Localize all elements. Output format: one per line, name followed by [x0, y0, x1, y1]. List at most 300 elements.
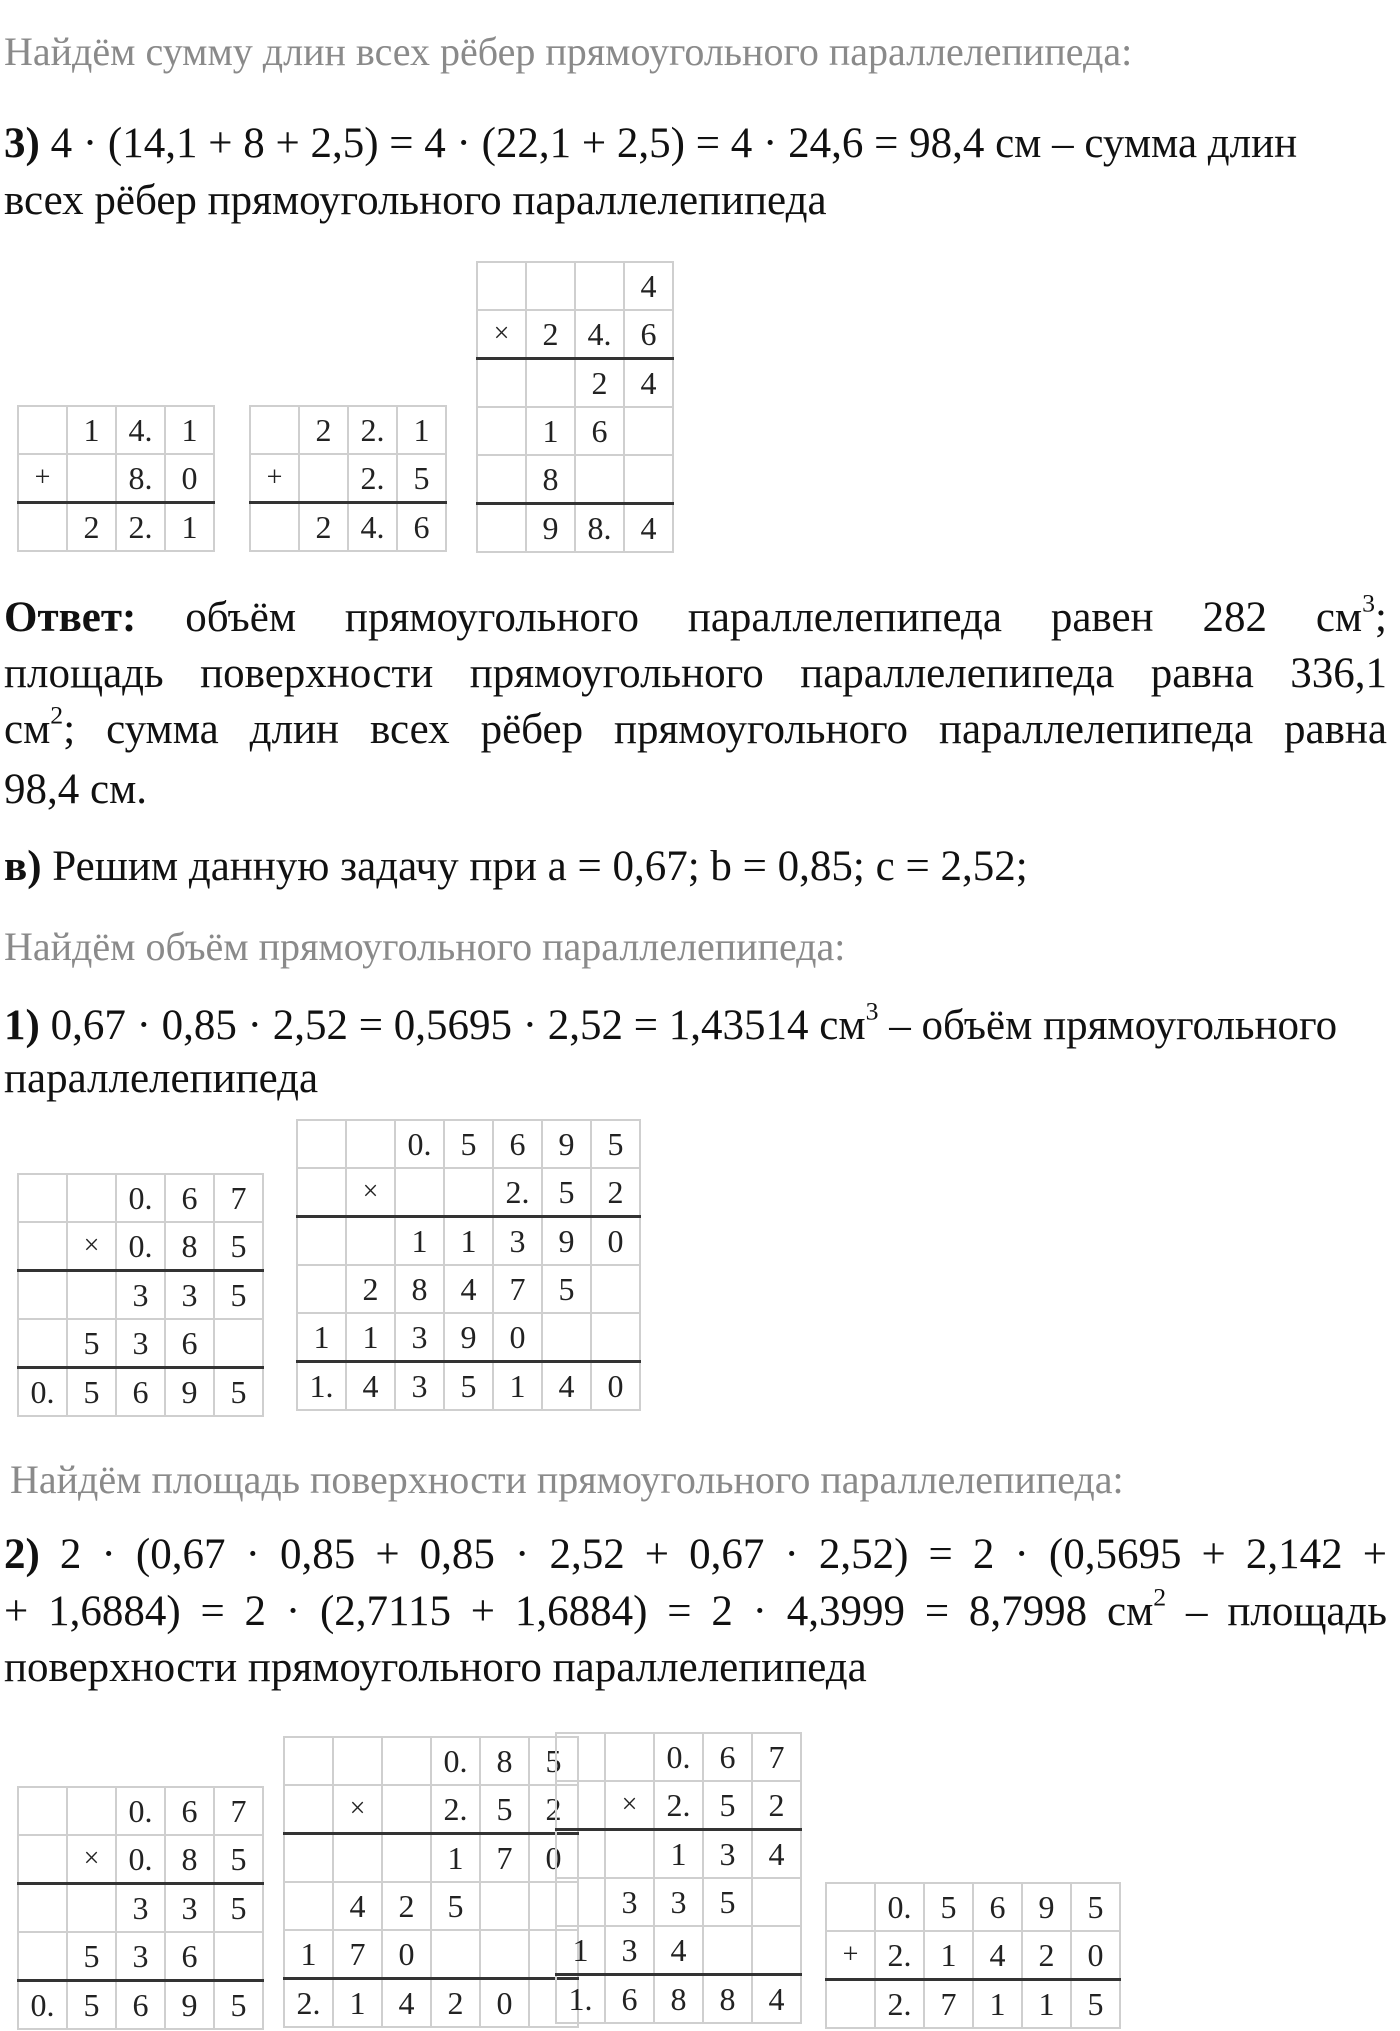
calc-grid-cell: [18, 1319, 67, 1368]
calc-grid-row: [284, 1930, 578, 1979]
calc-grid-row: [18, 1884, 263, 1933]
calc-grid-cell: 1: [526, 407, 575, 455]
calc-grid-cell: 1: [346, 1313, 395, 1362]
calc-grid-cell: 8: [526, 455, 575, 504]
calc-grid-cell: 8: [165, 1835, 214, 1884]
calc-grid-cell: 2.: [116, 503, 165, 552]
calc-grid-cell: 5: [1071, 1883, 1120, 1931]
grid-mult-0-5695-by-2-52: [296, 1119, 641, 1411]
calc-grid-cell: [477, 407, 526, 455]
calc-grid-cell: 0: [1071, 1931, 1120, 1980]
calc-grid-cell: [297, 1265, 346, 1313]
calc-grid-cell: 6: [397, 503, 446, 552]
calc-grid-row: [18, 1222, 263, 1271]
calc-grid-table: [296, 1119, 641, 1411]
calc-grid-cell: [624, 455, 673, 504]
area-step-text: 2 · (0,67 · 0,85 + 0,85 · 2,52 + 0,67 · 2,52) = 2 · (0,5695 + 2,142 +: [39, 1531, 1387, 1578]
calc-grid-cell: 1: [493, 1362, 542, 1411]
calc-grid-cell: [18, 1884, 67, 1933]
calc-grid-cell: 5: [703, 1878, 752, 1926]
calc-grid-cell: 1: [556, 1926, 605, 1975]
calc-grid-row: [18, 1368, 263, 1417]
calc-grid-row: [284, 1882, 578, 1930]
calc-grid-cell: 3: [605, 1878, 654, 1926]
calc-grid-cell: 8: [165, 1222, 214, 1271]
calc-grid-cell: 4: [444, 1265, 493, 1313]
calc-grid-table: [476, 261, 674, 553]
volume-step-end: – объём прямоугольного: [878, 1002, 1338, 1049]
calc-grid-cell: 3: [116, 1932, 165, 1981]
calc-grid-cell: 5: [397, 454, 446, 503]
calc-grid-cell: 6: [624, 310, 673, 359]
calc-grid-row: [18, 1174, 263, 1222]
step-number: 1): [4, 1002, 40, 1049]
answer-line2: площадь поверхности прямоугольного параллелепипеда равна 336,1: [4, 650, 1387, 697]
edges-heading: Найдём сумму длин всех рёбер прямоугольного параллелепипеда:: [4, 29, 1133, 74]
calc-grid-cell: 6: [165, 1932, 214, 1981]
calc-grid-cell: ×: [605, 1781, 654, 1830]
calc-grid-cell: [703, 1926, 752, 1975]
unit-superscript: 2: [50, 700, 64, 730]
calc-grid-cell: 5: [924, 1883, 973, 1931]
calc-grid-cell: 0: [480, 1979, 529, 2028]
calc-grid-cell: 0: [591, 1217, 640, 1266]
calc-grid-cell: 8: [703, 1975, 752, 2024]
calc-grid-cell: 5: [67, 1932, 116, 1981]
calc-grid-row: [556, 1926, 801, 1975]
calc-grid-cell: 5: [214, 1368, 263, 1417]
calc-grid-cell: 2: [575, 359, 624, 408]
calc-grid-cell: 7: [214, 1787, 263, 1835]
calc-grid-cell: 2: [382, 1882, 431, 1930]
calc-grid-cell: 9: [542, 1217, 591, 1266]
calc-grid-cell: 5: [591, 1120, 640, 1168]
calc-grid-cell: 9: [1022, 1883, 1071, 1931]
calc-grid-cell: [605, 1733, 654, 1781]
calc-grid-cell: [526, 262, 575, 310]
calc-grid-cell: ×: [346, 1168, 395, 1217]
calc-grid-cell: 7: [752, 1733, 801, 1781]
calc-grid-cell: 2: [431, 1979, 480, 2028]
calc-grid-cell: 1.: [297, 1362, 346, 1411]
calc-grid-cell: [18, 503, 67, 552]
area-step-end: – площадь: [1166, 1588, 1387, 1635]
calc-grid-row: [297, 1217, 640, 1266]
calc-grid-cell: [333, 1737, 382, 1785]
calc-grid-cell: 3: [116, 1884, 165, 1933]
calc-grid-cell: [18, 1932, 67, 1981]
calc-grid-cell: 5: [214, 1835, 263, 1884]
calc-grid-cell: 6: [116, 1368, 165, 1417]
calc-grid-cell: [591, 1313, 640, 1362]
calc-grid-cell: 1: [924, 1931, 973, 1980]
calc-grid-row: [18, 503, 214, 552]
calc-grid-cell: 3: [703, 1830, 752, 1879]
calc-grid-cell: [542, 1313, 591, 1362]
calc-grid-cell: [18, 1787, 67, 1835]
calc-grid-cell: 8: [395, 1265, 444, 1313]
part-v-intro: [4, 845, 1028, 888]
calc-grid-cell: [297, 1120, 346, 1168]
calc-grid-cell: [67, 1174, 116, 1222]
volume-step: [4, 996, 1338, 1049]
calc-grid-cell: 0.: [875, 1883, 924, 1931]
calc-grid-cell: 4.: [575, 310, 624, 359]
calc-grid-cell: +: [826, 1931, 875, 1980]
calc-grid-cell: 0.: [116, 1174, 165, 1222]
calc-grid-cell: 1: [395, 1217, 444, 1266]
calc-grid-cell: [556, 1830, 605, 1879]
calc-grid-cell: [214, 1932, 263, 1981]
calc-grid-row: [556, 1878, 801, 1926]
calc-grid-cell: 1: [165, 503, 214, 552]
calc-grid-cell: [477, 504, 526, 553]
calc-grid-cell: [18, 1174, 67, 1222]
calc-grid-cell: 4: [346, 1362, 395, 1411]
calc-grid-cell: 8: [480, 1737, 529, 1785]
calc-grid-cell: [826, 1883, 875, 1931]
calc-grid-table: [555, 1732, 802, 2024]
calc-grid-cell: 5: [529, 1737, 578, 1785]
calc-grid-cell: 4: [654, 1926, 703, 1975]
calc-grid-cell: 2: [591, 1168, 640, 1217]
calc-grid-cell: 1: [654, 1830, 703, 1879]
calc-grid-cell: 0.: [431, 1737, 480, 1785]
calc-grid-cell: [299, 454, 348, 503]
calc-grid-cell: [250, 503, 299, 552]
calc-grid-cell: 6: [605, 1975, 654, 2024]
calc-grid-cell: 4: [752, 1975, 801, 2024]
grid-sum-14-1-8: [17, 405, 215, 552]
calc-grid-cell: 5: [431, 1882, 480, 1930]
calc-grid-cell: 1: [1022, 1980, 1071, 2029]
calc-grid-cell: 0: [165, 454, 214, 503]
calc-grid-row: [556, 1830, 801, 1879]
calc-grid-cell: 1: [165, 406, 214, 454]
calc-grid-cell: [477, 359, 526, 408]
calc-grid-cell: 2.: [431, 1785, 480, 1834]
calc-grid-cell: ×: [67, 1222, 116, 1271]
calc-grid-cell: 8.: [116, 454, 165, 503]
answer-line1: [4, 590, 1387, 646]
calc-grid-cell: 5: [480, 1785, 529, 1834]
calc-grid-row: [18, 1787, 263, 1835]
calc-grid-cell: 3: [165, 1884, 214, 1933]
calc-grid-cell: 9: [542, 1120, 591, 1168]
calc-grid-cell: 2.: [875, 1980, 924, 2029]
calc-grid-row: [556, 1975, 801, 2024]
calc-grid-cell: 5: [703, 1781, 752, 1830]
calc-grid-cell: [431, 1930, 480, 1979]
calc-grid-cell: 3: [116, 1319, 165, 1368]
calc-grid-cell: 6: [165, 1174, 214, 1222]
calc-grid-cell: [526, 359, 575, 408]
calc-grid-cell: 6: [165, 1787, 214, 1835]
grid-mult-24-6-by-4: [476, 261, 674, 553]
calc-grid-cell: 4: [973, 1931, 1022, 1980]
step-number: 2): [4, 1531, 40, 1578]
calc-grid-row: [18, 1835, 263, 1884]
calc-grid-row: [826, 1931, 1120, 1980]
calc-grid-cell: [477, 262, 526, 310]
area-step-text2: + 1,6884) = 2 · (2,7115 + 1,6884) = 2 · 4,3999 = 8,7998 см: [4, 1588, 1154, 1635]
calc-grid-cell: 6: [165, 1319, 214, 1368]
calc-grid-row: [477, 455, 673, 504]
calc-grid-cell: ×: [477, 310, 526, 359]
calc-grid-row: [284, 1979, 578, 2028]
area-heading: Найдём площадь поверхности прямоугольного параллелепипеда:: [10, 1457, 1124, 1502]
calc-grid-cell: [297, 1168, 346, 1217]
calc-grid-cell: 4: [333, 1882, 382, 1930]
calc-grid-cell: 0.: [654, 1733, 703, 1781]
calc-grid-cell: 1: [297, 1313, 346, 1362]
calc-grid-cell: [18, 1222, 67, 1271]
step-number: 3): [4, 120, 40, 167]
calc-grid-cell: [18, 406, 67, 454]
calc-grid-cell: [591, 1265, 640, 1313]
area-step-line1: [4, 1527, 1387, 1583]
calc-grid-cell: [480, 1930, 529, 1979]
calc-grid-cell: 4: [542, 1362, 591, 1411]
calc-grid-cell: 5: [214, 1884, 263, 1933]
calc-grid-row: [18, 1932, 263, 1981]
grid-sum-22-1-2-5: [249, 405, 447, 552]
calc-grid-cell: [382, 1737, 431, 1785]
calc-grid-row: [477, 407, 673, 455]
calc-grid-cell: [284, 1737, 333, 1785]
volume-step-line2: параллелепипеда: [4, 1055, 319, 1102]
grid-mult-0-85-by-2-52: [283, 1736, 579, 2028]
calc-grid-cell: 4: [624, 262, 673, 310]
calc-grid-cell: 2: [1022, 1931, 1071, 1980]
calc-grid-cell: 0.: [395, 1120, 444, 1168]
calc-grid-cell: 0.: [116, 1835, 165, 1884]
calc-grid-cell: [826, 1980, 875, 2029]
calc-grid-cell: 2.: [284, 1979, 333, 2028]
calc-grid-cell: 7: [214, 1174, 263, 1222]
calc-grid-cell: 4.: [348, 503, 397, 552]
calc-grid-cell: 5: [542, 1168, 591, 1217]
calc-grid-cell: [284, 1882, 333, 1930]
calc-grid-cell: 1: [397, 406, 446, 454]
calc-grid-cell: [382, 1785, 431, 1834]
calc-grid-cell: 8: [654, 1975, 703, 2024]
answer-unit: см: [4, 706, 51, 753]
calc-grid-cell: 5: [67, 1319, 116, 1368]
calc-grid-cell: [67, 454, 116, 503]
calc-grid-cell: 5: [444, 1120, 493, 1168]
calc-grid-cell: ×: [67, 1835, 116, 1884]
calc-grid-row: [250, 454, 446, 503]
calc-grid-cell: [297, 1217, 346, 1266]
answer-line1-end: ;: [1375, 594, 1387, 641]
calc-grid-row: [284, 1785, 578, 1834]
calc-grid-row: [477, 359, 673, 408]
answer-edges-text: ; сумма длин всех рёбер прямоугольного параллелепипеда равна: [63, 706, 1387, 753]
calc-grid-cell: 2: [67, 503, 116, 552]
calc-grid-cell: 7: [493, 1265, 542, 1313]
calc-grid-row: [556, 1781, 801, 1830]
calc-grid-row: [18, 454, 214, 503]
calc-grid-cell: ×: [333, 1785, 382, 1834]
calc-grid-row: [284, 1834, 578, 1883]
calc-grid-row: [18, 1271, 263, 1320]
calc-grid-row: [297, 1120, 640, 1168]
calc-grid-cell: 8.: [575, 504, 624, 553]
calc-grid-cell: 1: [431, 1834, 480, 1883]
area-step-line3: поверхности прямоугольного параллелепипеда: [4, 1644, 867, 1691]
grid-sum-0-5695-2-142: [825, 1882, 1121, 2029]
calc-grid-cell: 2: [529, 1785, 578, 1834]
calc-grid-cell: [18, 1271, 67, 1320]
calc-grid-cell: [346, 1120, 395, 1168]
calc-grid-cell: 3: [605, 1926, 654, 1975]
calc-grid-cell: 2: [299, 406, 348, 454]
calc-grid-cell: [556, 1878, 605, 1926]
calc-grid-cell: 6: [973, 1883, 1022, 1931]
calc-grid-row: [477, 262, 673, 310]
calc-grid-table: [17, 405, 215, 552]
calc-grid-row: [297, 1265, 640, 1313]
calc-grid-cell: 0: [493, 1313, 542, 1362]
answer-line3: [4, 702, 1387, 758]
calc-grid-cell: 3: [395, 1313, 444, 1362]
grid-mult-0-67-by-0-85-b: [17, 1786, 264, 2030]
calc-grid-cell: [284, 1785, 333, 1834]
grid-mult-0-67-by-0-85: [17, 1173, 264, 1417]
calc-grid-cell: 6: [703, 1733, 752, 1781]
calc-grid-cell: 1: [67, 406, 116, 454]
calc-grid-table: [249, 405, 447, 552]
calc-grid-cell: 6: [116, 1981, 165, 2030]
calc-grid-row: [18, 1319, 263, 1368]
calc-grid-row: [284, 1737, 578, 1785]
calc-grid-cell: 9: [444, 1313, 493, 1362]
calc-grid-row: [477, 504, 673, 553]
calc-grid-cell: 2.: [875, 1931, 924, 1980]
calc-grid-cell: 1: [973, 1980, 1022, 2029]
calc-grid-cell: 4: [382, 1979, 431, 2028]
calc-grid-cell: [67, 1787, 116, 1835]
calc-grid-cell: [67, 1271, 116, 1320]
calc-grid-cell: 5: [67, 1981, 116, 2030]
calc-grid-cell: 2: [526, 310, 575, 359]
calc-grid-cell: 2.: [348, 406, 397, 454]
calc-grid-cell: 1: [284, 1930, 333, 1979]
calc-grid-cell: [382, 1834, 431, 1883]
calc-grid-cell: +: [18, 454, 67, 503]
calc-grid-cell: 6: [493, 1120, 542, 1168]
calc-grid-cell: 2: [752, 1781, 801, 1830]
calc-grid-cell: 3: [654, 1878, 703, 1926]
calc-grid-cell: [214, 1319, 263, 1368]
calc-grid-cell: 0: [591, 1362, 640, 1411]
calc-grid-row: [18, 1981, 263, 2030]
calc-grid-cell: 3: [165, 1271, 214, 1320]
calc-grid-cell: 2.: [654, 1781, 703, 1830]
calc-grid-cell: 0.: [18, 1981, 67, 2030]
calc-grid-cell: 9: [165, 1368, 214, 1417]
calc-grid-cell: [624, 407, 673, 455]
calc-grid-cell: 5: [542, 1265, 591, 1313]
calc-grid-cell: 1.: [556, 1975, 605, 2024]
edges-step: [4, 122, 1297, 165]
calc-grid-cell: 0.: [18, 1368, 67, 1417]
calc-grid-cell: 1: [333, 1979, 382, 2028]
edges-step-line2: всех рёбер прямоугольного параллелепипеда: [4, 177, 827, 224]
calc-grid-cell: 4: [624, 359, 673, 408]
calc-grid-cell: [752, 1926, 801, 1975]
calc-grid-cell: 9: [165, 1981, 214, 2030]
calc-grid-cell: [556, 1781, 605, 1830]
calc-grid-cell: 3: [395, 1362, 444, 1411]
calc-grid-cell: 2.: [493, 1168, 542, 1217]
calc-grid-cell: [284, 1834, 333, 1883]
calc-grid-cell: [67, 1884, 116, 1933]
calc-grid-cell: 5: [214, 1981, 263, 2030]
calc-grid-cell: [250, 406, 299, 454]
calc-grid-cell: 0.: [116, 1222, 165, 1271]
calc-grid-cell: [333, 1834, 382, 1883]
area-step-line2: [4, 1584, 1387, 1640]
calc-grid-cell: [575, 455, 624, 504]
calc-grid-cell: 3: [493, 1217, 542, 1266]
calc-grid-cell: 4: [752, 1830, 801, 1879]
calc-grid-cell: 1: [444, 1217, 493, 1266]
calc-grid-row: [297, 1168, 640, 1217]
calc-grid-row: [826, 1883, 1120, 1931]
part-v-intro-text: Решим данную задачу при a = 0,67; b = 0,85; c = 2,52;: [41, 843, 1028, 890]
calc-grid-cell: 7: [480, 1834, 529, 1883]
calc-grid-row: [18, 406, 214, 454]
calc-grid-cell: 0.: [116, 1787, 165, 1835]
calc-grid-row: [556, 1733, 801, 1781]
calc-grid-cell: 7: [924, 1980, 973, 2029]
calc-grid-cell: [480, 1882, 529, 1930]
calc-grid-cell: [575, 262, 624, 310]
calc-grid-cell: 5: [444, 1362, 493, 1411]
calc-grid-row: [250, 406, 446, 454]
calc-grid-cell: 2: [346, 1265, 395, 1313]
calc-grid-cell: [444, 1168, 493, 1217]
calc-grid-row: [297, 1313, 640, 1362]
calc-grid-cell: 2: [299, 503, 348, 552]
calc-grid-row: [477, 310, 673, 359]
unit-superscript: 2: [1153, 1582, 1167, 1612]
edges-step-line1: 4 · (14,1 + 8 + 2,5) = 4 · (22,1 + 2,5) = 4 · 24,6 = 98,4 см – сумма длин: [39, 120, 1298, 167]
calc-grid-table: [17, 1173, 264, 1417]
calc-grid-cell: 5: [67, 1368, 116, 1417]
calc-grid-cell: 5: [1071, 1980, 1120, 2029]
calc-grid-cell: 0: [529, 1834, 578, 1883]
calc-grid-cell: [346, 1217, 395, 1266]
answer-line4: 98,4 см.: [4, 766, 148, 813]
calc-grid-cell: [605, 1830, 654, 1879]
calc-grid-cell: 7: [333, 1930, 382, 1979]
answer-label: Ответ:: [4, 594, 137, 641]
calc-grid-cell: +: [250, 454, 299, 503]
volume-heading: Найдём объём прямоугольного параллелепипеда:: [4, 924, 846, 969]
calc-grid-cell: [18, 1835, 67, 1884]
calc-grid-table: [17, 1786, 264, 2030]
calc-grid-cell: 4: [624, 504, 673, 553]
calc-grid-cell: [395, 1168, 444, 1217]
calc-grid-cell: 3: [116, 1271, 165, 1320]
calc-grid-cell: 6: [575, 407, 624, 455]
volume-step-text: 0,67 · 0,85 · 2,52 = 0,5695 · 2,52 = 1,43514 см: [39, 1002, 866, 1049]
calc-grid-row: [297, 1362, 640, 1411]
calc-grid-row: [250, 503, 446, 552]
